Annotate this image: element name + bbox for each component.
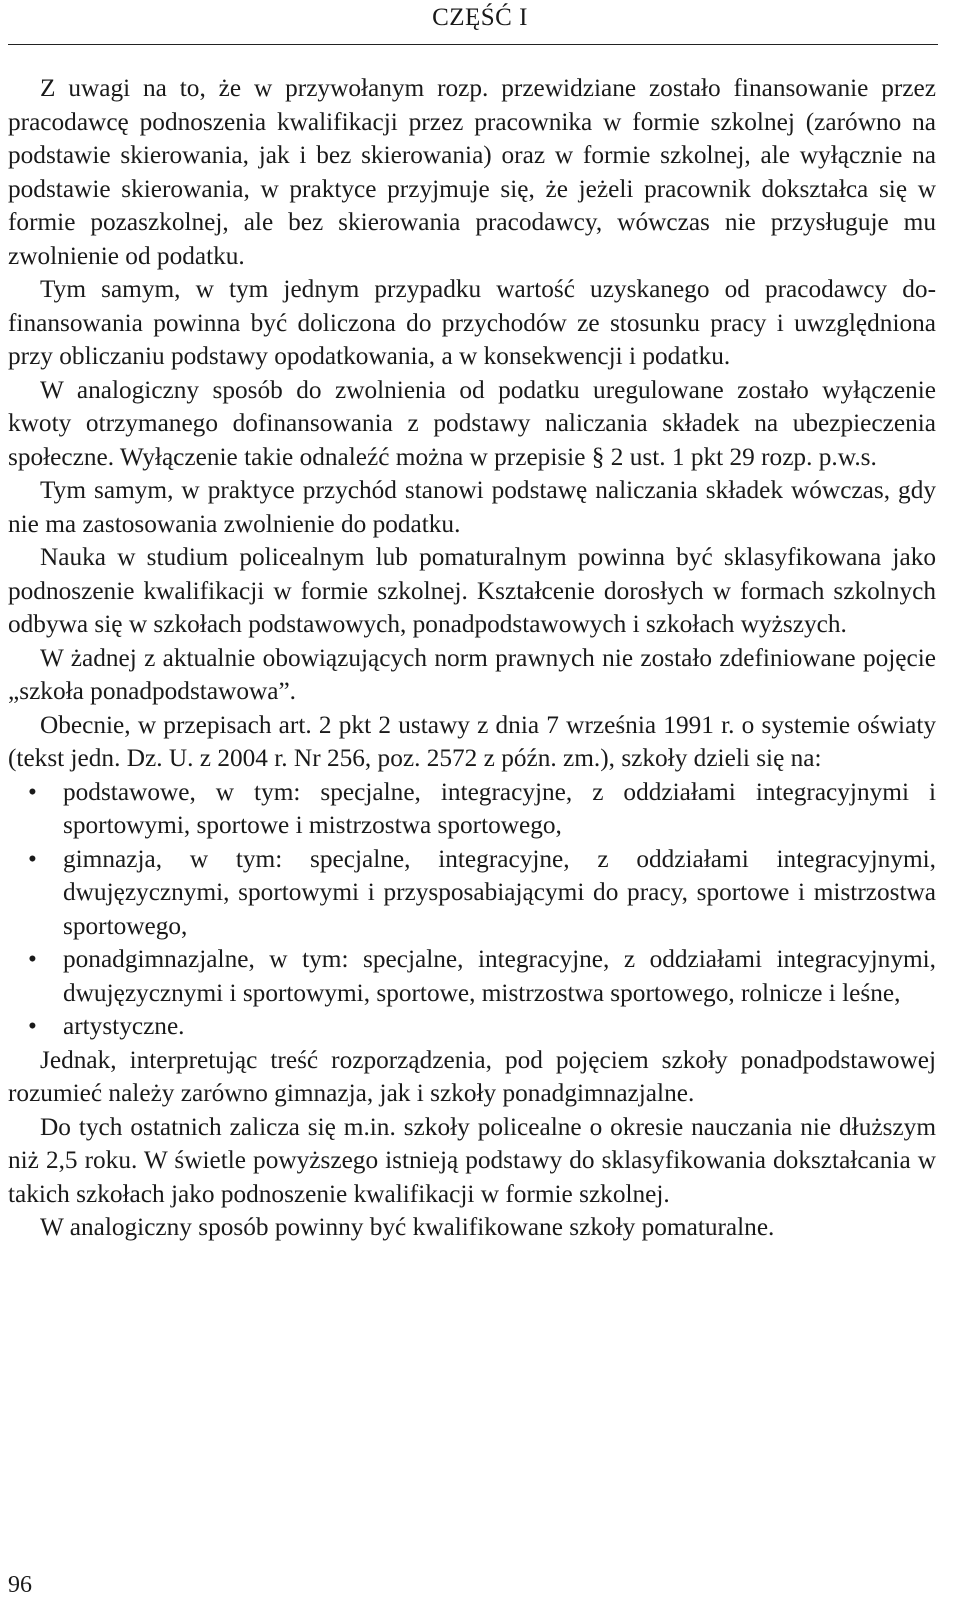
header-rule bbox=[8, 44, 938, 45]
paragraph-3: W analogiczny sposób do zwolnienia od podatku uregulowane zostało wyłączenie kwoty otrzymanego dofinansowania z podstawy naliczania składek na ubezpieczenia społeczne. Wyłączenie takie odnaleźć można w przepisie § 2 ust. 1 pkt 29 rozp. p.w.s. bbox=[8, 375, 936, 471]
school-types-list bbox=[8, 776, 936, 1044]
list-item-text: gimnazja, w tym: specjalne, integracyjne, z oddziałami integracyjnymi, dwujęzycznymi, sportowymi i przysposabiającymi do pracy, sportowe i mistrzostwa sportowego, bbox=[63, 844, 936, 940]
paragraph-5: Nauka w studium policealnym lub pomaturalnym powinna być sklasyfikowana jako podnoszenie kwalifikacji w formie szkolnej. Kształcenie dorosłych w formach szkolnych odbywa się w szkołach podstawowych, ponadpodstawowych i szkołach wyższych. bbox=[8, 543, 936, 638]
paragraph-6: W żadnej z aktualnie obowiązujących norm prawnych nie zostało zdefiniowane pojęcie „szkoła ponadpodstawowa”. bbox=[8, 643, 936, 705]
bullet-icon: • bbox=[28, 1012, 37, 1040]
bullet-icon: • bbox=[28, 844, 37, 873]
list-item bbox=[8, 1010, 936, 1044]
bullet-icon: • bbox=[28, 777, 37, 806]
list-item bbox=[8, 943, 936, 1010]
paragraph-8: Jednak, interpretując treść rozporządzenia, pod pojęciem szkoły ponadpodstawowej rozumieć należy zarówno gimnazja, jak i szkoły ponadgimnazjalne. bbox=[8, 1045, 936, 1107]
paragraph-1: Z uwagi na to, że w przywołanym rozp. przewidziane zostało finansowanie przez pracodawcę podnoszenia kwalifikacji przez pracownika w formie szkolnej (zarówno na podstawie skierowania, jak i bez skierowania) oraz w formie szkolnej, ale wyłącznie na podstawie skierowania, w praktyce przyjmuje się, że jeżeli pracownik dokształca się w formie pozaszkolnej, ale bez skierowania pracodawcy, wówczas nie przysługuje mu zwolnienie od podatku. bbox=[8, 74, 936, 270]
page-body bbox=[8, 72, 936, 1245]
list-item-text: podstawowe, w tym: specjalne, integracyjne, z oddziałami integracyjnymi i sportowymi, sportowe i mistrzostwa sportowego, bbox=[63, 777, 936, 839]
list-item bbox=[8, 776, 936, 843]
list-item-text: ponadgimnazjalne, w tym: specjalne, integracyjne, z oddziałami integracyjnymi, dwujęzycznymi i sportowymi, sportowe, mistrzostwa sportowego, rolnicze i leśne, bbox=[63, 945, 936, 1007]
paragraph-4: Tym samym, w praktyce przychód stanowi podstawę naliczania składek wówczas, gdy nie ma zastosowania zwolnienie do podatku. bbox=[8, 476, 936, 538]
paragraph-2: Tym samym, w tym jednym przypadku wartość uzyskanego od pracodawcy dofinansowania powinna być doliczona do przychodów ze stosunku pracy i uwzględniona przy obliczaniu podstawy opodatkowania, a w konsekwencji i podatku. bbox=[8, 275, 936, 370]
paragraph-7: Obecnie, w przepisach art. 2 pkt 2 ustawy z dnia 7 września 1991 r. o systemie oświaty (tekst jedn. Dz. U. z 2004 r. Nr 256, poz. 2572 z późn. zm.), szkoły dzieli się na: bbox=[8, 710, 936, 772]
list-item bbox=[8, 843, 936, 944]
running-head: CZĘŚĆ I bbox=[432, 4, 528, 31]
paragraph-10: W analogiczny sposób powinny być kwalifikowane szkoły pomaturalne. bbox=[40, 1213, 775, 1241]
page-number: 96 bbox=[8, 1572, 32, 1598]
list-item-text: artystyczne. bbox=[63, 1012, 185, 1040]
bullet-icon: • bbox=[28, 945, 37, 973]
paragraph-9: Do tych ostatnich zalicza się m.in. szkoły policealne o okresie nauczania nie dłuższym niż 2,5 roku. W świetle powyższego istnieją podstawy do sklasyfikowania dokształcania w takich szkołach jako podnoszenie kwalifikacji w formie szkolnej. bbox=[8, 1112, 936, 1208]
